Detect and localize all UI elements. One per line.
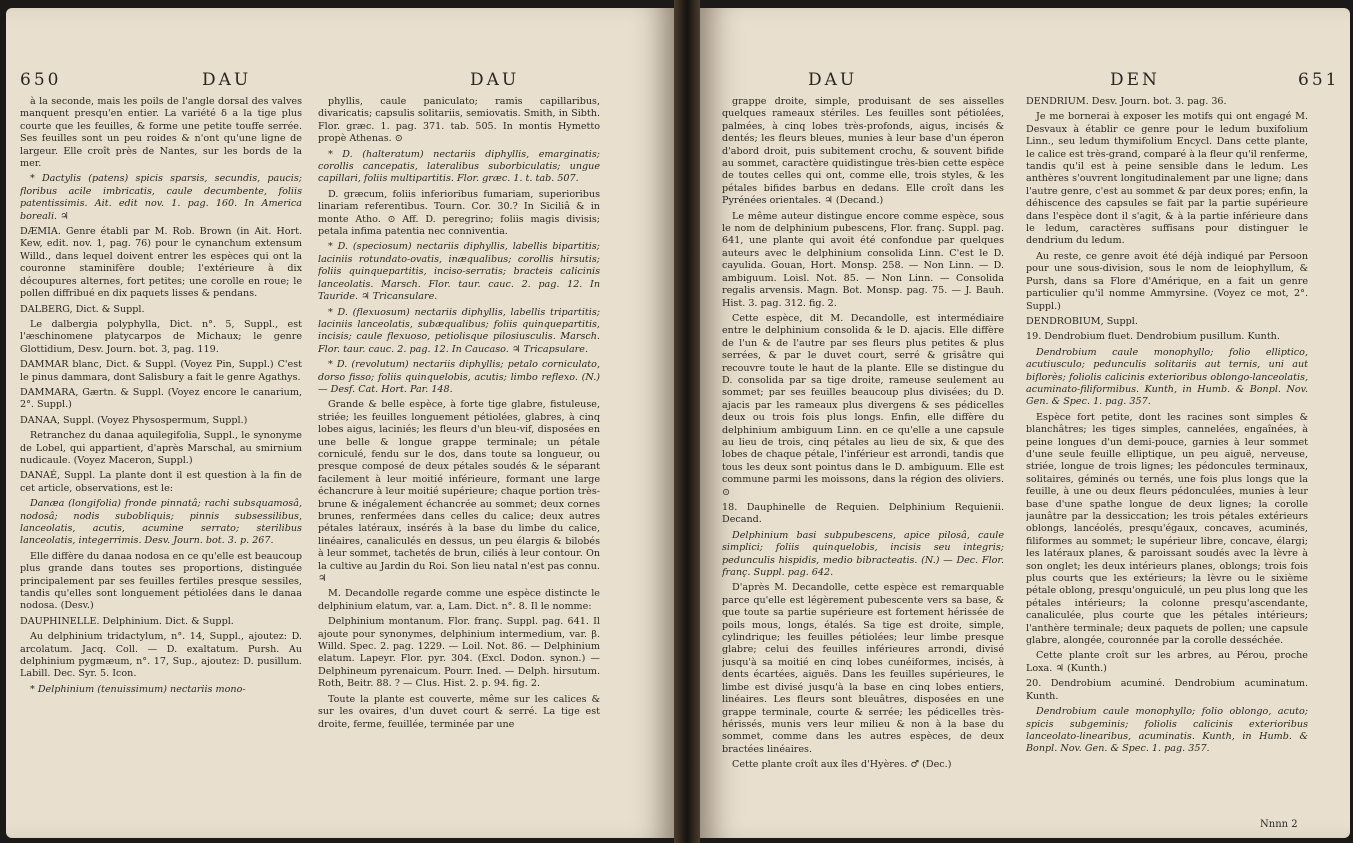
- paragraph: Cette espèce, dit M. Decandolle, est intermédiaire entre le delphinium consolida & le D. ajacis. Elle diffère de l'un & de l'autre par ses fleurs plus petites & plus serrées, & par le duvet court, serré & grisâtre qui recouvre toute le haut de la plante. Elle se distingue du D. consolida par sa tige droite, rameuse seulement au sommet; par ses feuilles beaucoup plus divisées; du D. ajacis par les rameaux plus divergens & ses pédicelles deux ou trois fois plus longs. Enfin, elle diffère du delphinium ambiguum Linn. en ce qu'elle a une capsule au lieu de trois, cinq pétales au lieu de six, & que des lobes de chaque pétale, l'inférieur est arrondi, tandis que tous les deux sont pointus dans le D. ambiguum. Elle est commune parmi les moissons, dans la région des oliviers. ⊙: [722, 312, 1004, 498]
- paragraph: Je me bornerai à exposer les motifs qui ont engagé M. Desvaux à établir ce genre pour le ledum buxifolium Linn., seu ledum thymifolium Encycl. Dans cette plante, le calice est très-grand, comparé à la fleur qu'il renferme, tandis qu'il est à peine sensible dans le ledum. Les anthères s'ouvrent longitudinalement par une ligne; dans l'autre genre, c'est au sommet & par deux pores; enfin, la déhiscence des capsules se fait par la partie supérieure dans l'espèce dont il s'agit, & à la partie inférieure dans le ledum, caractères suffisans pour distinguer le dendrium du ledum.: [1026, 111, 1308, 247]
- paragraph: D. græcum, foliis inferioribus fumariam, superioribus linariam referentibus. Tourn. Cor. 30.? In Siciliâ & in monte Atho. ⊙ Aff. D. peregrino; foliis magis divisis; petala infima patentia nec conniventia.: [318, 188, 600, 238]
- paragraph: Delphinium montanum. Flor. franç. Suppl. pag. 641. Il ajoute pour synonymes, delphinium intermedium, var. β. Willd. Spec. 2. pag. 1229. — Loil. Not. 86. — Delphinium elatum. Lapeyr. Flor. pyr. 304. (Excl. Dodon. synon.) — Delphineum pyrenaicum. Pourr. Ined. — Delph. hirsutum. Roth, Beitr. 88. ? — Clus. Hist. 2. p. 94. fig. 2.: [318, 616, 600, 690]
- paragraph: DAMMARA, Gærtn. & Suppl. (Voyez encore le canarium, 2°. Suppl.): [20, 386, 302, 411]
- paragraph: * D. (speciosum) nectariis diphyllis, labellis bipartitis; laciniis rotundato-ovatis, inæqualibus; corollis hirsutis; foliis quinquepartitis, inciso-serratis; bracteis calicinis lanceolatis. Marsch. Flor. taur. cauc. 2. pag. 12. In Tauride. ♃ Tricansulare.: [318, 241, 600, 303]
- paragraph: Au reste, ce genre avoit été déjà indiqué par Persoon pour une sous-division, sous le nom de leiophyllum, & Pursh, dans sa Flore d'Amérique, en a fait un genre particulier qu'il nomme Ammyrsine. (Voyez ce mot, 2°. Suppl.): [1026, 250, 1308, 312]
- paragraph: 18. Dauphinelle de Requien. Delphinium Requienii. Decand.: [722, 502, 1004, 526]
- paragraph: phyllis, caule paniculato; ramis capillaribus, divaricatis; capsulis solitariis, semiovatis. Smith, in Sibth. Flor. græc. 1. pag. 371. tab. 505. In montis Hymetto propè Athenas. ⊙: [318, 96, 600, 145]
- paragraph: * D. (halteratum) nectariis diphyllis, emarginatis; corollis cancepatis, lateralibus suborbiculatis; ungue capillari, foliis multipartitis. Flor. græc. 1. t. tab. 507.: [318, 148, 600, 185]
- left-head-word-2: DAU: [470, 70, 520, 90]
- paragraph: Toute la plante est couverte, même sur les calices & sur les ovaires, d'un duvet court & serré. La tige est droite, ferme, feuillée, terminée par une: [318, 693, 600, 730]
- paragraph: Dendrobium caule monophyllo; folio elliptico, acutiusculo; pedunculis solitariis aut ternis, uni aut biflorès; foliolis calicinis exterioribus oblongo-lanceolatis, acuminato-filiformibus. Kunth, in Humb. & Bonpl. Nov. Gen. & Spec. 1. pag. 357.: [1026, 346, 1308, 408]
- paragraph: * D. (flexuosum) nectariis diphyllis, labellis tripartitis; laciniis lanceolatis, subæqualibus; foliis quinquepartitis, incisis; caule flexuoso, petiolisque pilosiusculis. Marsch. Flor. taur. cauc. 2. pag. 12. In Caucaso. ♃ Tricapsulare.: [318, 306, 600, 355]
- left-page: [6, 8, 674, 838]
- paragraph: D'après M. Decandolle, cette espèce est remarquable parce qu'elle est légèrement pubescente vers sa base, & que toute sa partie supérieure est fortement hérissée de poils mous, longs, étalés. Sa tige est droite, simple, cylindrique; les feuilles pétiolées; leur limbe presque glabre; celui des feuilles inférieures arrondi, divisé jusqu'à sa moitié en cinq lobes cunéiformes, incisés, à dents écartées, aiguës. Dans les feuilles supérieures, le limbe est divisé jusqu'à la base en cinq lobes entiers, linéaires. Les fleurs sont bleuâtres, disposées en une grappe terminale, courte & serrée; les pédicelles très-hérissés, munis vers leur milieu & non à la base du sommet, comme dans les autres espèces, de deux bractées linéaires.: [722, 582, 1004, 755]
- paragraph: Delphinium basi subpubescens, apice pilosâ, caule simplici; foliis quinquelobis, incisis seu integris; pedunculis hispidis, medio bibracteatis. (N.) — Dec. Flor. franç. Suppl. pag. 642.: [722, 529, 1004, 579]
- paragraph: DAUPHINELLE. Delphinium. Dict. & Suppl.: [20, 615, 234, 627]
- left-page-number: 650: [20, 70, 62, 90]
- paragraph: à la seconde, mais les poils de l'angle dorsal des valves manquent presqu'en entier. La variété δ a la tige plus courte que les feuilles, & forme une petite touffe serrée. Ses feuilles sont un peu roides & n'ont qu'une ligne de largeur. Elle croît près de Nantes, sur les bords de la mer.: [20, 96, 302, 170]
- right-head-word-1: DAU: [808, 70, 858, 90]
- right-head-word-2: DEN: [1110, 70, 1160, 90]
- paragraph: Espèce fort petite, dont les racines sont simples & blanchâtres; les tiges simples, cannelées, engaînées, à peine longues d'un demi-pouce, garnies à leur sommet d'une seule feuille elliptique, un peu aiguë, nerveuse, striée, longue de trois lignes; les pédoncules terminaux, solitaires, géminés ou ternés, une fois plus longs que la feuille, à une ou deux fleurs pédonculées, munies à leur base d'une spathe longue de deux lignes; la corolle jaunâtre par la dessiccation; les trois pétales extérieurs oblongs, lancéolés, presqu'égaux, concaves, acuminés, filiformes au sommet; le supérieur libre, concave, élargi; les latéraux planes, & paroissant soudés avec la lèvre à son onglet; les deux intérieurs planes, oblongs; trois fois plus courts que les extérieurs; la lèvre ou le sixième pétale oblong, presqu'onguiculé, un peu plus long que les pétales intérieurs; la colonne presqu'ascendante, canaliculée, plus courte que les pétales intérieurs; l'anthère terminale; deux paquets de pollen; une capsule glabre, alongée, couronnée par la corolle desséchée.: [1026, 411, 1308, 647]
- paragraph: Elle diffère du danaa nodosa en ce qu'elle est beaucoup plus grande dans toutes ses proportions, distinguée principalement par ses feuilles fertiles presque sessiles, tandis qu'elles sont longuement pétiolées dans le danaa nodosa. (Desv.): [20, 550, 302, 612]
- book-gutter: [674, 0, 700, 843]
- paragraph: * Dactylis (patens) spicis sparsis, secundis, paucis; floribus acile imbricatis, caule decumbente, foliis patentissimis. Ait. edit nov. 1. pag. 160. In America boreali. ♃: [20, 173, 302, 222]
- paragraph: Dendrobium caule monophyllo; folio oblongo, acuto; spicis subgeminis; foliolis calicinis exterioribus lanceolato-linearibus, acuminatis. Kunth, in Humb. & Bonpl. Nov. Gen. & Spec. 1. pag. 357.: [1026, 706, 1308, 755]
- paragraph: Le dalbergia polyphylla, Dict. n°. 5, Suppl., est l'æschinomene platycarpos de Michaux; le genre Glottidium, Desv. Journ. bot. 3, pag. 119.: [20, 318, 302, 355]
- paragraph: grappe droite, simple, produisant de ses aisselles quelques rameaux stériles. Les feuilles sont pétiolées, palmées, à cinq lobes très-profonds, aigus, incisés & dentés; les fleurs bleues, munies à leur base d'un éperon d'abord droit, puis subitement crochu, & souvent bifide au sommet, caractère quidistingue très-bien cette espèce de toutes celles qui ont, comme elle, trois styles, & les pétales bifides barbus en dedans. Elle croît dans les Pyrénées orientales. ♃ (Decand.): [722, 96, 1004, 207]
- paragraph: DENDROBIUM, Suppl.: [1026, 315, 1138, 327]
- paragraph: DAMMAR blanc, Dict. & Suppl. (Voyez Pin, Suppl.) C'est le pinus dammara, dont Salisbury a fait le genre Agathys.: [20, 359, 302, 383]
- paragraph: Cette plante croît aux îles d'Hyères. ♂ (Dec.): [732, 759, 952, 771]
- paragraph: Le même auteur distingue encore comme espèce, sous le nom de delphinium pubescens, Flor. franç. Suppl. pag. 641, une plante qui avoit été confondue par quelques auteurs avec le delphinium consolida Linn. C'est le D. cayulida. Gouan, Hort. Monsp. 258. — Non Linn. — D. ambiguum. Loisl. Not. 85. — Non Linn. — Consolida regalis arvensis. Magn. Bot. Monsp. pag. 75. — J. Bauh. Hist. 3. pag. 312. fig. 2.: [722, 210, 1004, 309]
- paragraph: DANAA, Suppl. (Voyez Physospermum, Suppl.): [20, 414, 248, 426]
- paragraph: 20. Dendrobium acuminé. Dendrobium acuminatum. Kunth.: [1026, 678, 1308, 702]
- paragraph: Retranchez du danaa aquilegifolia, Suppl., le synonyme de Lobel, qui appartient, d'après Marschal, au smirnium nudicaule. (Voyez Maceron, Suppl.): [20, 430, 302, 466]
- paragraph: Danæa (longifolia) fronde pinnatâ; rachi subsquamosâ, nodosâ; nodis subobliquis; pinnis subsessilibus, lanceolatis, acutis, acumine serrato; sterilibus lanceolatis, integerrimis. Desv. Journ. bot. 3. p. 267.: [20, 498, 302, 547]
- paragraph: Cette plante croît sur les arbres, au Pérou, proche Loxa. ♃ (Kunth.): [1026, 650, 1308, 674]
- right-running-head: [700, 70, 1350, 90]
- left-column-1: [20, 96, 302, 831]
- paragraph: * D. (revolutum) nectariis diphyllis; petalo corniculato, dorso fisso; foliis quinquelobis, acutis; limbo reflexo. (N.) — Desf. Cat. Hort. Par. 148.: [318, 359, 600, 395]
- paragraph: DALBERG, Dict. & Suppl.: [20, 303, 145, 315]
- paragraph: Grande & belle espèce, à forte tige glabre, fistuleuse, striée; les feuilles longuement pétiolées, glabres, à cinq lobes aigus, laciniés; les fleurs d'un bleu-vif, disposées en une belle & longue grappe terminale; un pétale corniculé, fendu sur le dos, dans toute sa longueur, ou presque composé de deux pétales soudés & le séparant facilement à leur moitié inférieure, formant une large échancrure à leur moitié supérieure; chaque portion très-brune & inégalement échancrée au sommet; deux cornes brunes, renfermées dans celles du calice; deux autres pétales latéraux, insérés à la base du limbe du calice, linéaires, canaliculés en dessus, un peu élargis & bilobés à leur sommet, tachetés de brun, ciliés à leur contour. On la cultive au Jardin du Roi. Son lieu natal n'est pas connu. ♃: [318, 399, 600, 585]
- page-signature: Nnnn 2: [1260, 819, 1298, 830]
- paragraph: DANAÉ, Suppl. La plante dont il est question à la fin de cet article, observations, est le:: [20, 470, 302, 494]
- paragraph: Au delphinium tridactylum, n°. 14, Suppl., ajoutez: D. arcolatum. Jacq. Coll. — D. exaltatum. Pursh. Au delphinium pygmæum, n°. 17, Sup., ajoutez: D. pusillum. Labill. Dec. Syr. 5. Icon.: [20, 631, 302, 680]
- paragraph: DÆMIA. Genre établi par M. Rob. Brown (in Ait. Hort. Kew, edit. nov. 1, pag. 76) pour le cynanchum extensum Willd., dans lequel doivent entrer les espèces qui ont la couronne staminifère double; l'extérieure à dix découpures alternes, fort petites; une corolle en roue; le pollen diffribué en dix paquets lisses & pendans.: [20, 226, 302, 300]
- left-running-head: [6, 70, 674, 90]
- paragraph: 19. Dendrobium fluet. Dendrobium pusillum. Kunth.: [1026, 331, 1280, 343]
- paragraph: M. Decandolle regarde comme une espèce distincte le delphinium elatum, var. a, Lam. Dict. n°. 8. Il le nomme:: [318, 588, 600, 612]
- right-column-1: [722, 96, 1004, 831]
- left-column-2: [318, 96, 600, 831]
- right-column-2: [1026, 96, 1308, 831]
- right-page-number: 651: [1298, 70, 1340, 90]
- left-head-word-1: DAU: [202, 70, 252, 90]
- paragraph: * Delphinium (tenuissimum) nectariis mono-: [30, 683, 246, 695]
- right-page: [700, 8, 1350, 838]
- paragraph: DENDRIUM. Desv. Journ. bot. 3. pag. 36.: [1026, 96, 1227, 107]
